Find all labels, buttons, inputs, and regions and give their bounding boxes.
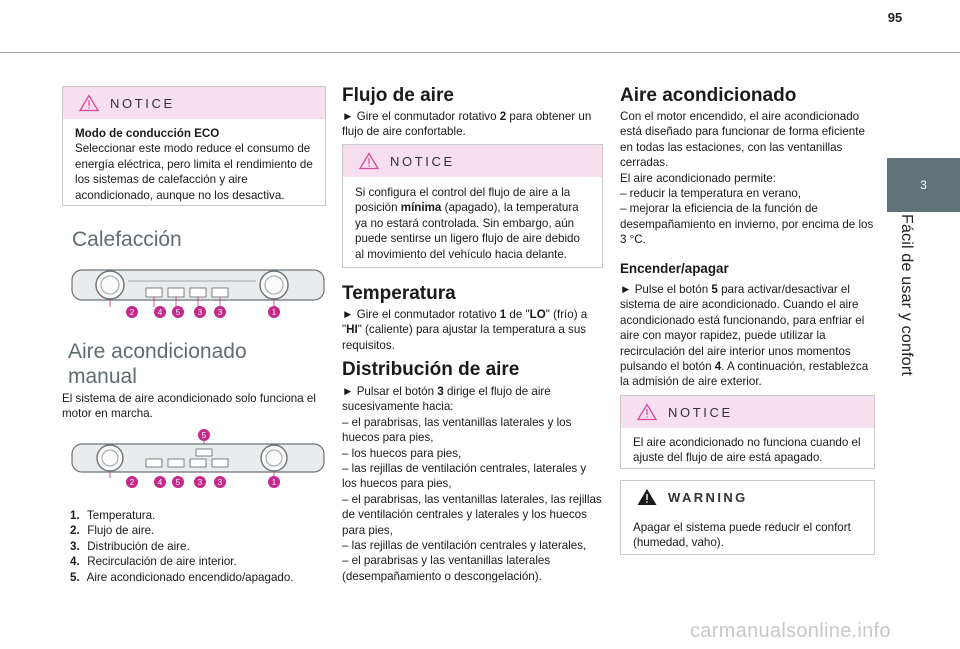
warning-triangle-icon xyxy=(79,94,99,112)
warning-triangle-icon xyxy=(637,403,657,421)
notice-header xyxy=(343,145,602,177)
heating-panel-image xyxy=(70,264,326,326)
notice-label: NOTICE xyxy=(668,404,733,420)
svg-text:4: 4 xyxy=(157,308,163,317)
aire-text: Con el motor encendido, el aire acondicionado está diseñado para funcionar de forma eficiente en todas las estaciones, con las ventanillas cerradas. xyxy=(620,110,865,170)
chapter-title: Fácil de usar y confort xyxy=(898,214,915,376)
distribucion-block xyxy=(342,384,603,584)
svg-text:3: 3 xyxy=(217,478,223,487)
list-item: 4. Recirculación de aire interior. xyxy=(70,555,237,569)
callout-1 xyxy=(268,476,280,488)
distribucion-intro: ► Pulsar el botón 3 dirige el flujo de aire sucesivamente hacia: xyxy=(342,385,551,414)
callout-2 xyxy=(126,476,138,488)
heading-temperatura: Temperatura xyxy=(342,283,456,304)
callout-4 xyxy=(154,476,166,488)
callout-5-top xyxy=(198,429,210,441)
list-item: 5. Aire acondicionado encendido/apagado. xyxy=(70,570,294,584)
notice-box-ac xyxy=(620,395,875,469)
svg-text:2: 2 xyxy=(129,308,135,317)
callout-3b xyxy=(214,306,226,318)
list-item: – las rejillas de ventilación centrales, laterales y los huecos para pies, xyxy=(342,462,587,491)
notice-text: Seleccionar este modo reduce el consumo de energía eléctrica, pero limita el rendimiento de los sistemas de calefacción y aire acondicionado, aunque no los desactiva. xyxy=(75,142,313,202)
list-item: – mejorar la eficiencia de la función de desempañamiento en invierno, por encima de los 3 °C. xyxy=(620,202,874,247)
warning-filled-triangle-icon xyxy=(637,488,657,506)
callout-3b xyxy=(214,476,226,488)
svg-text:1: 1 xyxy=(271,308,277,317)
notice-label: NOTICE xyxy=(110,95,175,111)
callout-2 xyxy=(126,306,138,318)
notice-box-eco xyxy=(62,86,326,206)
heading-flujo: Flujo de aire xyxy=(342,85,454,106)
notice-title: Modo de conducción ECO xyxy=(75,127,220,140)
notice-text: Si configura el control del flujo de aire a la posición mínima (apagado), la temperatura ya no estará controlada. Sin embargo, aún puede sentirse un ligero flujo de aire debido al movimiento del vehículo hacia delante. xyxy=(355,186,580,261)
list-item: – las rejillas de ventilación centrales y laterales, xyxy=(342,539,587,553)
callout-3a xyxy=(194,476,206,488)
list-item: – los huecos para pies, xyxy=(342,446,462,460)
flujo-text: ► Gire el conmutador rotativo 2 para obtener un flujo de aire confortable. xyxy=(342,110,592,139)
notice-label: NOTICE xyxy=(390,153,455,169)
list-item: – el parabrisas, las ventanillas laterales, las rejillas de ventilación centrales y laterales y los huecos para pies, xyxy=(342,492,602,537)
svg-text:3: 3 xyxy=(217,308,223,317)
svg-text:3: 3 xyxy=(197,308,203,317)
heading-calefaccion: Calefacción xyxy=(72,228,182,251)
svg-text:3: 3 xyxy=(197,478,203,487)
list-item: 2. Flujo de aire. xyxy=(70,524,155,538)
watermark: carmanualsonline.info xyxy=(690,620,891,642)
list-item: – el parabrisas y las ventanillas laterales (desempañamiento o descongelación). xyxy=(342,554,551,583)
notice-box-flujo xyxy=(342,144,603,268)
heading-encender: Encender/apagar xyxy=(620,261,729,276)
page-number: 95 xyxy=(887,10,903,25)
notice-text: El aire acondicionado no funciona cuando el ajuste del flujo de aire está apagado. xyxy=(633,436,861,465)
svg-text:2: 2 xyxy=(129,478,135,487)
chapter-tab[interactable]: 3 xyxy=(887,158,960,212)
notice-header xyxy=(621,396,874,428)
callout-3a xyxy=(194,306,206,318)
callout-5 xyxy=(172,306,184,318)
heading-distribucion: Distribución de aire xyxy=(342,359,520,380)
warning-triangle-icon xyxy=(359,152,379,170)
svg-text:4: 4 xyxy=(157,478,163,487)
warning-header xyxy=(621,481,874,513)
list-item: 3. Distribución de aire. xyxy=(70,539,190,553)
callout-5 xyxy=(172,476,184,488)
aire-manual-intro: El sistema de aire acondicionado solo funciona el motor en marcha. xyxy=(62,392,316,421)
warning-label: WARNING xyxy=(668,489,748,505)
heading-aire-manual: Aire acondicionado manual xyxy=(68,340,247,388)
svg-text:1: 1 xyxy=(271,478,277,487)
list-item: – el parabrisas, las ventanillas laterales y los huecos para pies, xyxy=(342,415,572,445)
list-item: – reducir la temperatura en verano, xyxy=(620,187,802,201)
list-item: 1. Temperatura. xyxy=(70,509,156,522)
callout-1 xyxy=(268,306,280,318)
ac-panel-image xyxy=(70,428,326,492)
temperatura-text: ► Gire el conmutador rotativo 1 de "LO" (frío) a "HI" (caliente) para ajustar la temperatura a sus requisitos. xyxy=(342,308,588,352)
svg-text:5: 5 xyxy=(175,478,181,487)
heading-aire-acondicionado: Aire acondicionado xyxy=(620,85,797,106)
header-rule xyxy=(0,52,960,53)
notice-header xyxy=(63,87,325,119)
encender-text: ► Pulse el botón 5 para activar/desactivar el sistema de aire acondicionado. Cuando el aire acondicionado está funcionando, para enfriar el aire con mayor rapidez, puede utilizar la recirculación del aire interior unos momentos pulsando el botón 4. A continuación, restablezca la admisión de aire exterior. xyxy=(620,283,869,389)
permite-label: El aire acondicionado permite: xyxy=(620,171,776,185)
svg-text:5: 5 xyxy=(175,308,181,317)
callout-4 xyxy=(154,306,166,318)
legend-list xyxy=(70,508,326,585)
aire-block xyxy=(620,109,875,248)
warning-text: Apagar el sistema puede reducir el confort (humedad, vaho). xyxy=(633,521,851,550)
warning-box xyxy=(620,480,875,555)
svg-text:5: 5 xyxy=(201,431,207,440)
